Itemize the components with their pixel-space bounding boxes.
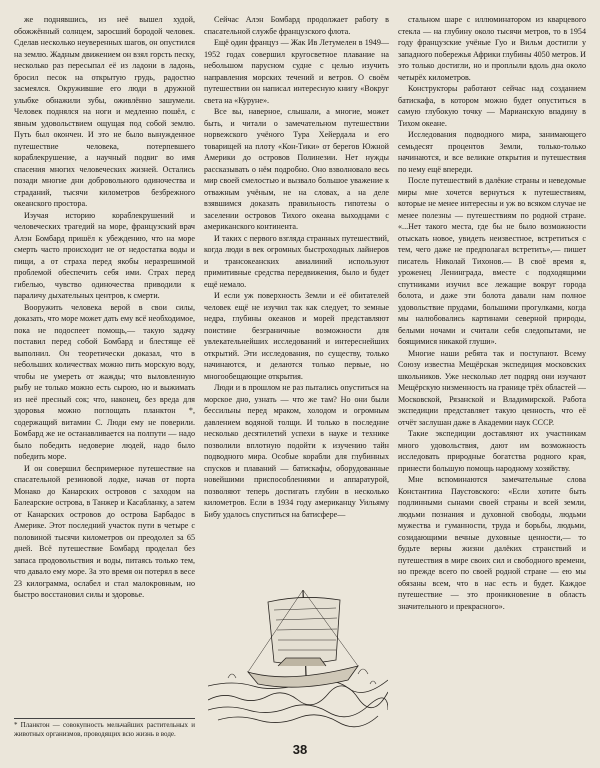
paragraph: Ещё один француз — Жак Ив Летумелен в 1949—1952 годах совершил кругосветное плавание на небольшом парусном судне с целью изучить направления морских течений и ветров. О своём путешествии он написал интересную книгу «Вокруг света на «Куруне». xyxy=(204,38,389,105)
paragraph: Все вы, наверное, слышали, а многие, может быть, и читали о замечательном путешествии норвежского учёного Тура Хейердала и его товарищей на плоту «Кон-Тики» от берегов Южной Америки до островов Полинезии. Нет нужды рассказывать о нём подробно. Оно взволновало весь мир своей смелостью и вызвало большое уважение к отважным учёным, не на словах, а на деле взявшимся доказать правильность гипотезы о заселении островов Тихого океана выходцами с американского континента. xyxy=(204,107,389,231)
text-column-right xyxy=(398,14,586,754)
paragraph: Конструкторы работают сейчас над созданием батискафа, в котором можно будет опуститься в самую глубокую точку — Марианскую впадину в Тихом океане. xyxy=(398,84,586,128)
paragraph: же поднявшись, из неё вышел худой, обожжённый солнцем, заросший бородой человек. Сделав несколько неуверенных шагов, он опустился на землю. Жадным движением он взял горсть песку, несколько раз пересыпал её из ладони в ладонь, бросил песок на открытую грудь, радостно засмеялся. Окружившие его люди в дружной улыбке обнажили зубы, оживлённо зашумели. Человек поднялся на ноги и медленно пошёл, с явным удовольствием ощущая под собой землю. Путь был окончен. И это не было вынужденное путешествие человека, потерпевшего кораблекрушение, а научный подвиг во имя спасения многих человеческих жизней. Остались позади многие дни добровольного одиночества и страданий, тысячи километров безбрежного океанского просторa. xyxy=(14,15,195,208)
paragraph: Многие наши ребята так и поступают. Всему Союзу известна Мещёрская экспедиция московских школьников. Уже несколько лет подряд они изучают Мещёрскую низменность на границе трёх областей — Московской, Рязанской и Владимирской. Работа экспедиции представляет такую ценность, что её отчёт заслушан даже в Академии наук СССР. xyxy=(398,348,586,427)
paragraph: Исследования подводного мира, занимающего семьдесят процентов Земли, только-только начинаются, и все великие открытия и путешествия по нему ещё впереди. xyxy=(398,130,586,174)
footnote: * Планктон — совокупность мельчайших растительных и животных организмов, проводящих всю жизнь в воде. xyxy=(14,718,195,739)
paragraph: И он совершил беспримерное путешествие на спасательной резиновой лодке, начав от порта Монако до Канарских островов с заходом на Балеарские острова, в Танжер и Касабланку, а затем от Канарских островов до острова Барбадос в Америке. Этот последний участок пути в четыре с половиной тысячи километров он преодолел за 65 дней. Всё путешествие Бомбард проделал без запаса продовольствия и воды, питаясь только тем, что давало ему море. За это время он потерял в весе 23 килограмма, ослабел и стал малокровным, но быстро восстановил силы и здоровье. xyxy=(14,463,195,599)
paragraph: Вооружить человека верой в свои силы, доказать, что море может дать ему всё необходимое, пока не подоспеет помощь,— такую задачу поставил перед собой Бомбард и блестяще её выполнил. Он теоретически доказал, что в небольших количествах можно пить морскую воду, чтобы не умереть от жажды; что выловленную рыбу не только можно есть сырою, но и выжимать из неё пресный сок; что, наконец, без вреда для здоровья можно поглощать планктон *, содержащий витамин С. Люди ему не поверили. Бомбард же не останавливается на полпути — надо было победить недоверие людей, надо было победить море. xyxy=(14,302,195,461)
paragraph: Мне вспоминаются замечательные слова Константина Паустовского: «Если хотите быть подлинными сынами своей страны и всей земли, людьми познания и духовной свободы, людьми мужества и гуманности, труда и борьбы, людьми, созидающими вечные духовные ценности,— то будьте верны жизни далёких странствий и путешествия в мире своих сил и свободного времени, но прежде всего по своей родной стране — ею мы обязаны всем, что в нас есть и будет. Каждое путешествие — это проникновение в область значительного и прекрасного». xyxy=(398,475,586,611)
page-number: 38 xyxy=(292,742,308,757)
paragraph: После путешествий в далёкие страны и неведомые миры мне хочется вернуться к путешествиям, которые не менее интересны и уж во всяком случае не менее полезны — путешествиям по родной стране. «...Нет такого места, где бы не было возможности отыскать новое, увидеть неизвестное, встретиться с тем, чего даже не предполагал встретить»,— пишет писатель Николай Тихонов.— В своё время я, уроженец Ленинграда, вместе с подходящими спутниками изучил все лежащие вокруг города болота, и даже эти болота давали нам полное удовольствие прудами, большими прогулками, когда мы налюбовались картинами северной природы, белыми ночами и считали себя следопытами, не боящимися никакой глуши». xyxy=(398,176,586,346)
paragraph: И если уж поверхность Земли и её обитателей человек ещё не изучил так как следует, то земные недра, глубины океанов и морей представляют поистине безграничные возможности для увлекательнейших исследований и интереснейших открытий. Эти исследования, по существу, только начинаются, и делаются только первые, но многообещающие открытия. xyxy=(204,291,389,381)
text-column-middle xyxy=(204,14,389,574)
paragraph: Такие экспедиции доставляют их участникам много удовольствия, дают им возможность исследовать природные богатства родного края, принести большую помощь народному хозяйству. xyxy=(398,429,586,473)
paragraph: И таких с первого взгляда странных путешествий, когда люди в век огромных быстроходных лайнеров и трансокеанских авиалиний используют примитивные средства передвижения, было и будет ещё немало. xyxy=(204,233,389,289)
paragraph: Люди и в прошлом не раз пытались опуститься на морское дно, узнать — что же там? Но они были бессильны перед мраком, холодом и огромным давлением водяной толщи. И только в последние несколько десятилетий успехи в науке и технике позволили вплотную подойти к изучению тайн подводного мира. Особые корабли для глубинных спусков и плаваний — батискафы, оборудованные новейшими приспособлениями и аппаратурой, позволяют теперь достигать глубин в несколько километров. Если в 1934 году американцу Уильяму Бибу удалось спуститься на батисфере— xyxy=(204,383,389,519)
boat-illustration xyxy=(208,580,388,728)
paragraph: Изучая историю кораблекрушений и человеческих трагедий на море, французский врач Алэн Бомбард пришёл к убеждению, что на море смерть часто происходит не от недостатка воды и пищи, а от страха перед якобы неразрешимой проблемой обеспечить себя ими. Страх перед гибелью, чувство одиночества приводили к параличу дыхательных центров, к смерти. xyxy=(14,210,195,300)
text-column-left xyxy=(14,14,195,754)
paragraph: стальном шаре с иллюминатором из кварцевого стекла — на глубину около тысячи метров, то в 1954 году французские учёные Гуо и Вильм достигли у западного побережья Африки глубины 4050 метров. И это только достигли, но и проплыли вдоль дна около четырёх километров. xyxy=(398,15,586,82)
paragraph: Сейчас Алэн Бомбард продолжает работу в спасательной службе французского флота. xyxy=(204,15,389,36)
